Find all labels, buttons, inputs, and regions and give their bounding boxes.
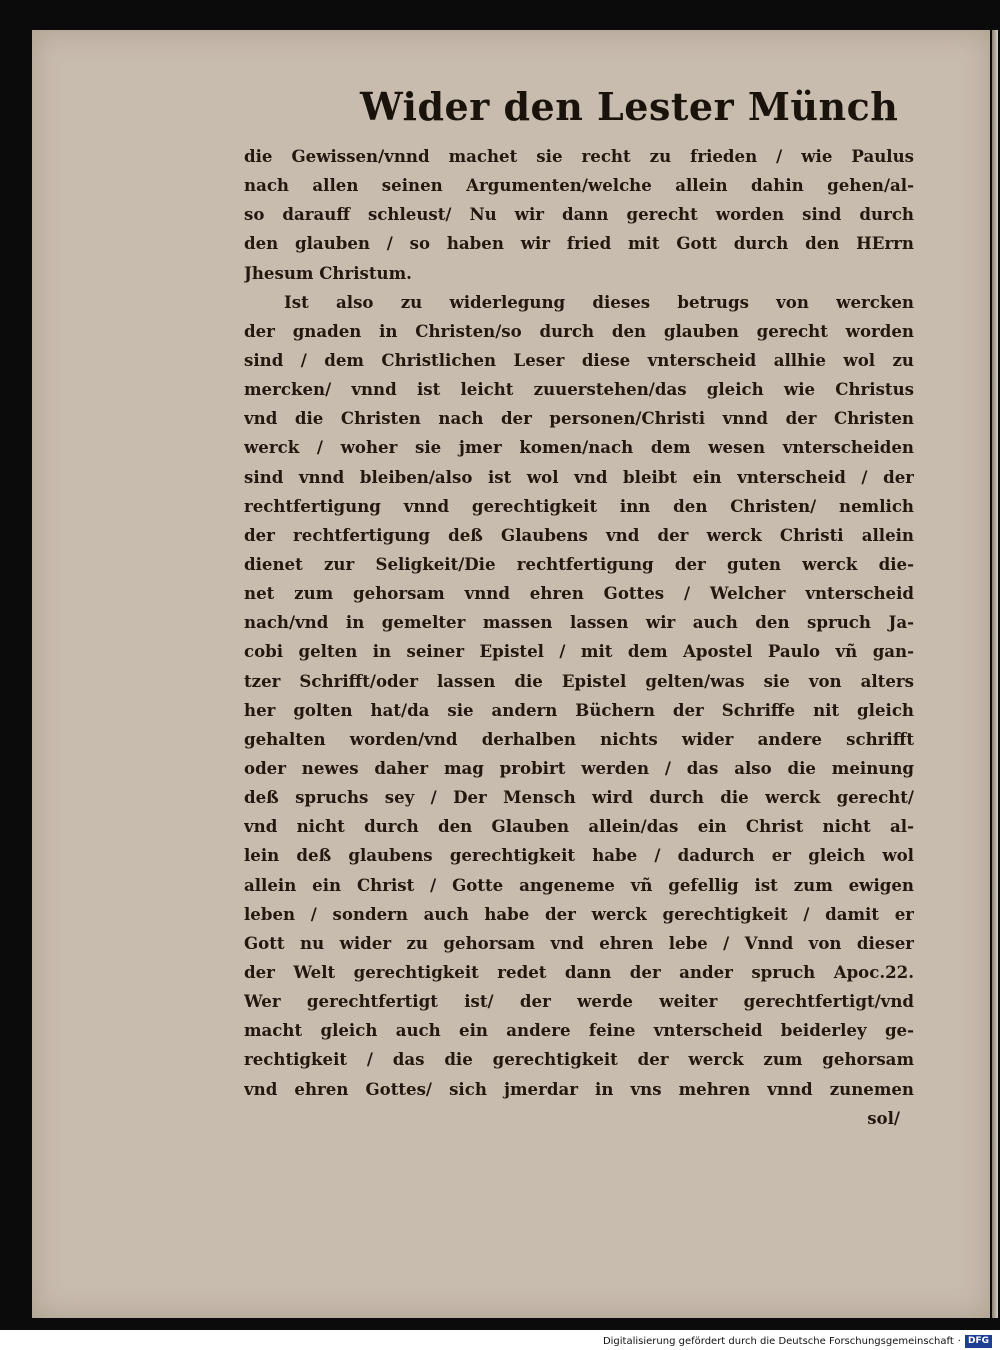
page-edge [992,30,998,1318]
text-line: sind / dem Christlichen Leser diese vnterscheid allhie wol zu [244,349,914,370]
text-line: oder newes daher mag probirt werden / das also die meinung [244,757,914,778]
funding-footer [603,1333,992,1349]
text-line: macht gleich auch ein andere feine vnterscheid beiderley ge- [244,1020,914,1041]
text-line: rechtfertigung vnnd gerechtigkeit inn den Christen/ nemlich [244,495,914,516]
text-line: Gott nu wider zu gehorsam vnd ehren lebe / Vnnd von dieser [244,932,914,953]
text-line: leben / sondern auch habe der werck gerechtigkeit / damit er [244,903,914,924]
text-line: der gnaden in Christen/so durch den glauben gerecht worden [244,320,914,341]
text-line: den glauben / so haben wir fried mit Gott durch den HErrn [244,233,914,254]
running-head: Wider den Lester Münch [360,84,899,129]
text-line: rechtigkeit / das die gerechtigkeit der werck zum gehorsam [244,1049,914,1070]
text-line: nach/vnd in gemelter massen lassen wir auch den spruch Ja- [244,612,914,633]
dfg-logo-icon[interactable]: DFG [965,1335,992,1348]
text-line: dienet zur Seligkeit/Die rechtfertigung der guten werck die- [244,553,914,574]
text-line: tzer Schrifft/oder lassen die Epistel gelten/was sie von alters [244,670,914,691]
text-line: die Gewissen/vnnd machet sie recht zu frieden / wie Paulus [244,146,914,166]
text-block [244,142,914,1133]
text-line: mercken/ vnnd ist leicht zuuerstehen/das gleich wie Christus [244,379,914,400]
funding-text: Digitalisierung gefördert durch die Deutsche Forschungsgemeinschaft [602,1335,954,1347]
text-line: Ist also zu widerlegung dieses betrugs von wercken [284,291,914,312]
text-line: der rechtfertigung deß Glaubens vnd der werck Christi allein [244,524,914,545]
text-line: vnd nicht durch den Glauben allein/das ein Christ nicht al- [244,816,914,837]
text-line: sind vnnd bleiben/also ist wol vnd bleibt ein vnterscheid / der [244,466,914,487]
text-line: lein deß glaubens gerechtigkeit habe / dadurch er gleich wol [244,845,914,866]
text-line: vnd ehren Gottes/ sich jmerdar in vns mehren vnnd zunemen [244,1078,914,1099]
catchword: sol/ [867,1107,900,1128]
text-line: deß spruchs sey / Der Mensch wird durch die werck gerecht/ [244,787,914,808]
text-line: gehalten worden/vnd derhalben nichts wider andere schrifft [244,728,914,749]
footer-separator: · [957,1335,961,1347]
text-line: her golten hat/da sie andern Büchern der Schriffe nit gleich [244,699,914,720]
text-line: werck / woher sie jmer komen/nach dem wesen vnterscheiden [244,437,914,458]
text-line: nach allen seinen Argumenten/welche allein dahin gehen/al- [244,175,914,196]
text-line: so darauff schleust/ Nu wir dann gerecht worden sind durch [244,204,914,225]
text-line: Wer gerechtfertigt ist/ der werde weiter gerechtfertigt/vnd [244,991,914,1012]
text-line: vnd die Christen nach der personen/Christi vnnd der Christen [244,408,914,429]
text-line: net zum gehorsam vnnd ehren Gottes / Welcher vnterscheid [244,583,914,604]
text-line: cobi gelten in seiner Epistel / mit dem Apostel Paulo vñ gan- [244,641,914,662]
text-line: allein ein Christ / Gotte angeneme vñ gefellig ist zum ewigen [244,874,914,895]
text-line: der Welt gerechtigkeit redet dann der ander spruch Apoc.22. [244,961,914,982]
text-line: Jhesum Christum. [244,262,412,283]
